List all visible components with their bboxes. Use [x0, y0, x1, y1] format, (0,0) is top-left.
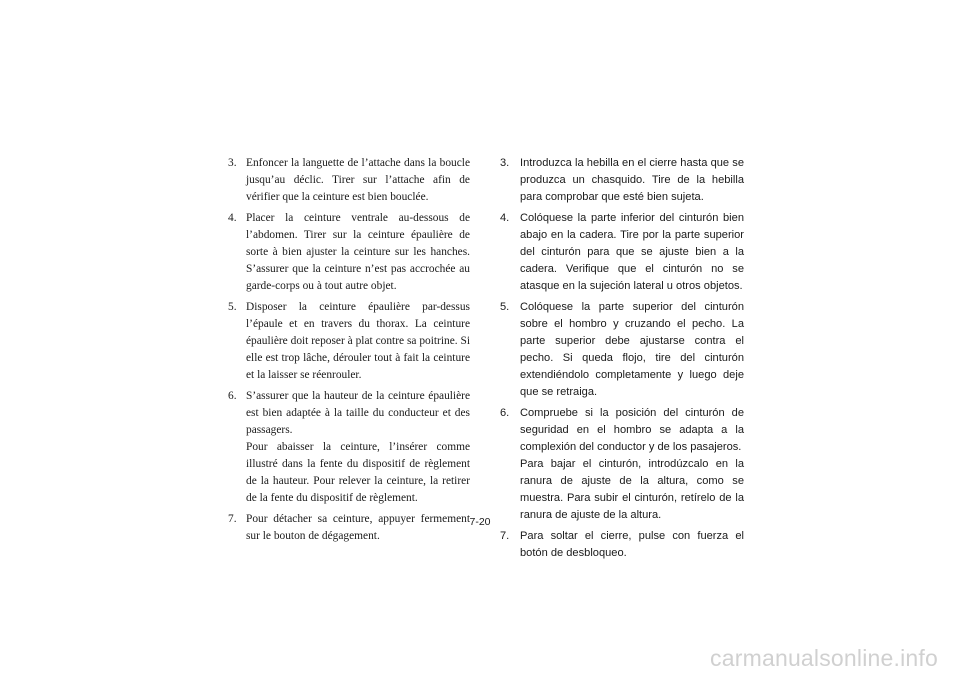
- item-number: 4.: [500, 212, 510, 224]
- item-text: Disposer la ceinture épaulière par-dessus l’épaule et en travers du thorax. La ceinture épaulière doit reposer à plat contre sa poitrine. Si elle est trop lâche, dérouler tout à fait la ceinture et la laisser se réenrouler.: [246, 301, 470, 381]
- item-number: 3.: [500, 157, 510, 169]
- list-item: [500, 299, 744, 401]
- page-number: 7-20: [469, 516, 491, 528]
- item-number: 6.: [500, 407, 510, 419]
- item-body: [520, 528, 744, 562]
- item-number: 7.: [500, 530, 510, 542]
- list-item: [228, 155, 470, 206]
- item-number: 4.: [228, 212, 237, 224]
- item-text: Introduzca la hebilla en el cierre hasta que se produzca un chasquido. Tire de la hebilla para comprobar que esté bien sujeta.: [520, 157, 744, 203]
- list-item: [500, 528, 744, 562]
- item-number: 7.: [228, 513, 237, 525]
- list-item: [228, 388, 470, 507]
- list-item: [228, 210, 470, 295]
- item-body: [246, 210, 470, 295]
- item-number: 5.: [500, 301, 510, 313]
- list-item: [500, 210, 744, 295]
- french-column: [228, 155, 470, 549]
- item-body: [520, 155, 744, 206]
- item-body: [520, 405, 744, 524]
- item-text: Para bajar el cinturón, introdúzcalo en la ranura de ajuste de la altura, como se muestra. Para subir el cinturón, retírelo de la ranura de ajuste de la altura.: [520, 458, 744, 521]
- item-number: 5.: [228, 301, 237, 313]
- item-text: Pour abaisser la ceinture, l’insérer comme illustré dans la fente du dispositif de règlement de la hauteur. Pour relever la ceinture, la retirer de la fente du dispositif de règlement.: [246, 441, 470, 504]
- item-text: Para soltar el cierre, pulse con fuerza el botón de desbloqueo.: [520, 530, 744, 559]
- item-body: [246, 388, 470, 507]
- item-text: Placer la ceinture ventrale au-dessous de l’abdomen. Tirer sur la ceinture épaulière de sorte à bien ajuster la ceinture sur les hanches. S’assurer que la ceinture n’est pas accrochée au garde-corps ou à tout autre objet.: [246, 212, 470, 292]
- item-body: [520, 210, 744, 295]
- item-body: [246, 155, 470, 206]
- list-item: [500, 155, 744, 206]
- item-text: Colóquese la parte superior del cinturón sobre el hombro y cruzando el pecho. La parte superior debe ajustarse contra el pecho. Si queda flojo, tire del cinturón extendiéndolo completamente y luego deje que se retraiga.: [520, 301, 744, 398]
- item-text: Enfoncer la languette de l’attache dans la boucle jusqu’au déclic. Tirer sur l’attache afin de vérifier que la ceinture est bien bouclée.: [246, 157, 470, 203]
- item-text: Colóquese la parte inferior del cinturón bien abajo en la cadera. Tire por la parte superior del cinturón para que se ajuste bien a la cadera. Verifique que el cinturón no se atasque en la sujeción lateral u otros objetos.: [520, 212, 744, 292]
- item-body: [520, 299, 744, 401]
- list-item: [500, 405, 744, 524]
- item-text: S’assurer que la hauteur de la ceinture épaulière est bien adaptée à la taille du conducteur et des passagers.: [246, 390, 470, 436]
- item-text: Pour détacher sa ceinture, appuyer fermement sur le bouton de dégagement.: [246, 513, 470, 542]
- item-number: 3.: [228, 157, 237, 169]
- item-body: [246, 299, 470, 384]
- spanish-column: [500, 155, 744, 566]
- item-number: 6.: [228, 390, 237, 402]
- list-item: [228, 299, 470, 384]
- item-text: Compruebe si la posición del cinturón de seguridad en el hombro se adapta a la complexión del conductor y de los pasajeros.: [520, 407, 744, 453]
- watermark: carmanualsonline.info: [710, 645, 938, 671]
